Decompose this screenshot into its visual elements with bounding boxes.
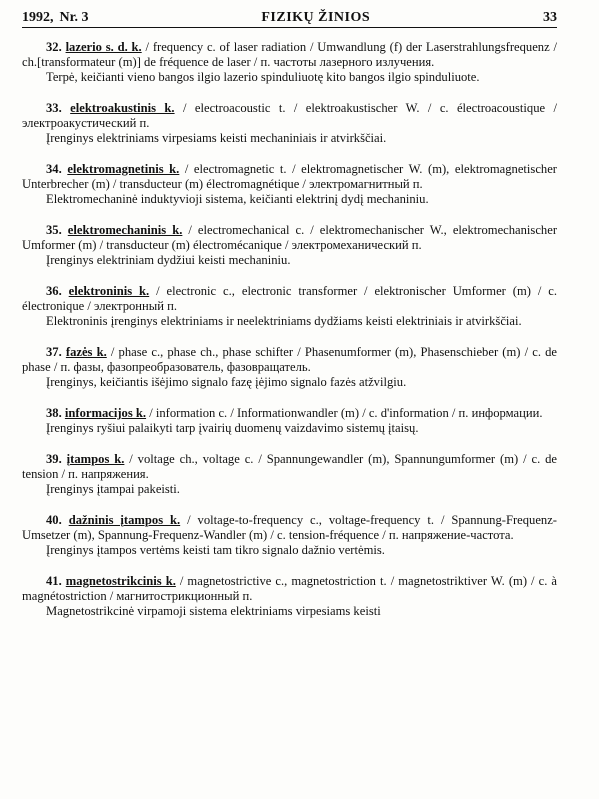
entry-definition: Įrenginys ryšiui palaikyti tarp įvairių duomenų vaizdavimo sistemų įtaisų.: [46, 421, 419, 435]
entry-definition: Įrenginys įtampai pakeisti.: [46, 482, 180, 496]
entry-term: lazerio s. d. k.: [65, 40, 142, 54]
entry-number: 32.: [46, 40, 62, 54]
entry-term: elektromechaninis k.: [67, 223, 183, 237]
entry-definition: Elektroninis įrenginys elektriniams ir neelektriniams dydžiams keisti elektriniais ir atvirkščiai.: [46, 314, 522, 328]
glossary-entry: [22, 345, 557, 390]
entry-head: [22, 452, 557, 482]
entry-definition: Įrenginys įtampos vertėms keisti tam tikro signalo dažnio vertėmis.: [46, 543, 385, 557]
entry-number: 35.: [46, 223, 62, 237]
entry-term: dažninis įtampos k.: [68, 513, 181, 527]
entry-number: 40.: [46, 513, 62, 527]
entry-translations: / voltage-to-frequency c., voltage-frequency t. / Spannung-Frequenz-Umsetzer (m), Spannung-Frequenz-Wandler (m) / c. tension-fréquence / п. напряжение-частота.: [22, 513, 557, 542]
glossary-entry: [22, 452, 557, 497]
glossary-entry: [22, 40, 557, 85]
entry-number: 37.: [46, 345, 62, 359]
entry-definition: Įrenginys, keičiantis išėjimo signalo fazę įėjimo signalo fazės atžvilgiu.: [46, 375, 407, 389]
entry-number: 36.: [46, 284, 62, 298]
issue-info: [22, 10, 89, 26]
entry-definition: Įrenginys elektriniams virpesiams keisti mechaniniais ir atvirkščiai.: [46, 131, 387, 145]
entry-translations: / voltage ch., voltage c. / Spannungewandler (m), Spannungumformer (m) / c. de tension / п. напряжения.: [22, 452, 557, 481]
entry-head: [22, 40, 557, 70]
issue-number: Nr. 3: [59, 10, 89, 25]
entry-number: 38.: [46, 406, 62, 420]
entry-translations: / magnetostrictive c., magnetostriction t. / magnetostriktiver W. (m) / c. à magnétostriction / магнитострикционный п.: [22, 574, 557, 603]
glossary-entry: [22, 162, 557, 207]
entry-term: elektroakustinis k.: [70, 101, 175, 115]
entry-definition: Elektromechaninė induktyvioji sistema, keičianti elektrinį dydį mechaniniu.: [46, 192, 429, 206]
entry-definition: Terpė, keičianti vieno bangos ilgio lazerio spinduliuotę kito bangos ilgio spinduliuote.: [46, 70, 480, 84]
entry-head: [22, 345, 557, 375]
year: 1992,: [22, 10, 54, 25]
glossary-entry: [22, 513, 557, 558]
glossary-entry: [22, 223, 557, 268]
entry-term: magnetostrikcinis k.: [65, 574, 176, 588]
entry-translations: / electromagnetic t. / elektromagnetischer W. (m), elektromagnetischer Unterbrecher (m) / transducteur (m) électromagnétique / электромагнитный п.: [22, 162, 557, 191]
entry-number: 34.: [46, 162, 62, 176]
glossary-entries: [22, 40, 557, 619]
entry-number: 39.: [46, 452, 62, 466]
entry-number: 41.: [46, 574, 62, 588]
entry-head: [22, 162, 557, 192]
glossary-entry: [22, 406, 557, 436]
glossary-entry: [22, 101, 557, 146]
entry-definition: Įrenginys elektriniam dydžiui keisti mechaniniu.: [46, 253, 291, 267]
entry-translations: / phase c., phase ch., phase schifter / Phasenumformer (m), Phasenschieber (m) / c. de phase / п. фазы, фазопреобразователь, фазовращатель.: [22, 345, 558, 374]
entry-head: [22, 101, 557, 131]
page-header: [22, 10, 557, 28]
entry-translations: / electroacoustic t. / elektroakustischer W. / c. électroacoustique / электроакустический п.: [22, 101, 557, 130]
journal-title: FIZIKŲ ŽINIOS: [261, 10, 371, 25]
glossary-entry: [22, 284, 557, 329]
page-number: 33: [542, 10, 557, 25]
entry-definition: Magnetostrikcinė virpamoji sistema elektriniams virpesiams keisti: [46, 604, 381, 618]
entry-term: fazės k.: [65, 345, 107, 359]
glossary-entry: [22, 574, 557, 619]
entry-head: [22, 284, 557, 314]
entry-head: [22, 513, 557, 543]
entry-head: [22, 223, 557, 253]
entry-head: [22, 406, 557, 421]
entry-term: informacijos k.: [64, 406, 147, 420]
entry-term: įtampos k.: [66, 452, 125, 466]
entry-translations: / frequency c. of laser radiation / Umwandlung (f) der Laserstrahlungsfrequenz / ch.[transformateur (m)] de fréquence de laser / п. частоты лазерного излучения.: [22, 40, 557, 69]
entry-translations: / electronic c., electronic transformer / elektronischer Umformer (m) / c. électronique / электронный п.: [22, 284, 557, 313]
entry-number: 33.: [46, 101, 62, 115]
entry-term: elektromagnetinis k.: [67, 162, 180, 176]
entry-translations: / electromechanical c. / elektromechanischer W., elektromechanischer Umformer (m) / transducteur (m) électromécanique / электромеханический п.: [22, 223, 558, 252]
entry-translations: / information c. / Informationwandler (m) / c. d'information / п. информации.: [146, 406, 543, 420]
entry-head: [22, 574, 557, 604]
entry-term: elektroninis k.: [68, 284, 150, 298]
